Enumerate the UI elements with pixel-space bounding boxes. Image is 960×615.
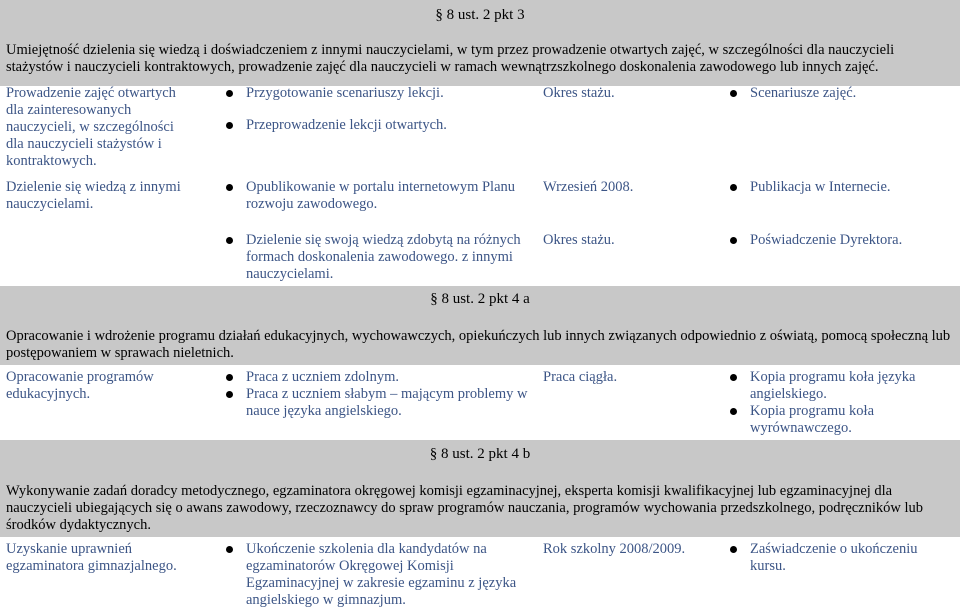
row-tasks [226,85,536,134]
section-title: § 8 ust. 2 pkt 3 [435,7,525,23]
section-title: § 8 ust. 2 pkt 4 a [430,291,530,307]
row-area: Uzyskanie uprawnień egzaminatora gimnazjalnego. [6,541,177,574]
task-item: Opublikowanie w portalu internetowym Planu rozwoju zawodowego. [226,179,536,213]
section-description: Wykonywanie zadań doradcy metodycznego, egzaminatora okręgowej komisji egzaminacyjnej, eksperta komisji kwalifikacyjnej lub egzaminacyjnej dla nauczycieli ubiegających się o awans zawodowy, rzeczoznawcy do spraw programów nauczania, programów wychowania przedszkolnego, podręczników lub środków dydaktycznych. [6,483,924,533]
row-evidence [730,179,952,196]
row-evidence [730,232,952,249]
row-term: Praca ciągła. [543,369,618,385]
task-item: Ukończenie szkolenia dla kandydatów na egzaminatorów Okręgowej Komisji Egzaminacyjnej w zakresie egzaminu z języka angielskiego w gimnazjum. [226,541,536,609]
task-item: Przeprowadzenie lekcji otwartych. [226,117,536,134]
row-area: Dzielenie się wiedzą z innymi nauczycielami. [6,179,181,212]
section-description: Opracowanie i wdrożenie programu działań edukacyjnych, wychowawczych, opiekuńczych lub innych związanych odpowiednio z oświatą, pomocą społeczną lub postępowaniem w sprawach nieletnich. [6,328,951,361]
task-item: Przygotowanie scenariuszy lekcji. [226,85,536,102]
row-term: Wrzesień 2008. [543,179,634,195]
row-term: Rok szkolny 2008/2009. [543,541,686,557]
row-tasks [226,541,536,609]
row-area: Opracowanie programów edukacyjnych. [6,369,154,402]
row-evidence [730,369,952,437]
row-area: Prowadzenie zajęć otwartych dla zainteresowanych nauczycieli, w szczególności dla nauczycieli stażystów i kontraktowych. [6,85,176,169]
section-title: § 8 ust. 2 pkt 4 b [429,446,531,462]
row-evidence [730,541,952,575]
section-description: Umiejętność dzielenia się wiedzą i doświadczeniem z innymi nauczycielami, w tym przez prowadzenie otwartych zajęć, w szczególności dla nauczycieli stażystów i nauczycieli kontraktowych, prowadzenie zajęć dla nauczycieli w ramach wewnątrzszkolnego doskonalenia zawodowego lub innych zajęć. [6,42,895,75]
evidence-item: Kopia programu koła języka angielskiego. [730,369,952,403]
row-tasks [226,232,536,283]
row-term: Okres stażu. [543,232,615,248]
task-item: Praca z uczniem słabym – mającym problemy w nauce języka angielskiego. [226,386,536,420]
task-item: Praca z uczniem zdolnym. [226,369,536,386]
evidence-item: Poświadczenie Dyrektora. [730,232,952,249]
row-tasks [226,179,536,213]
row-tasks [226,369,536,420]
task-item: Dzielenie się swoją wiedzą zdobytą na różnych formach doskonalenia zawodowego. z innymi nauczycielami. [226,232,536,283]
evidence-item: Kopia programu koła wyrównawczego. [730,403,952,437]
evidence-item: Scenariusze zajęć. [730,85,952,102]
evidence-item: Zaświadczenie o ukończeniu kursu. [730,541,952,575]
evidence-item: Publikacja w Internecie. [730,179,952,196]
row-term: Okres stażu. [543,85,615,101]
row-evidence [730,85,952,102]
